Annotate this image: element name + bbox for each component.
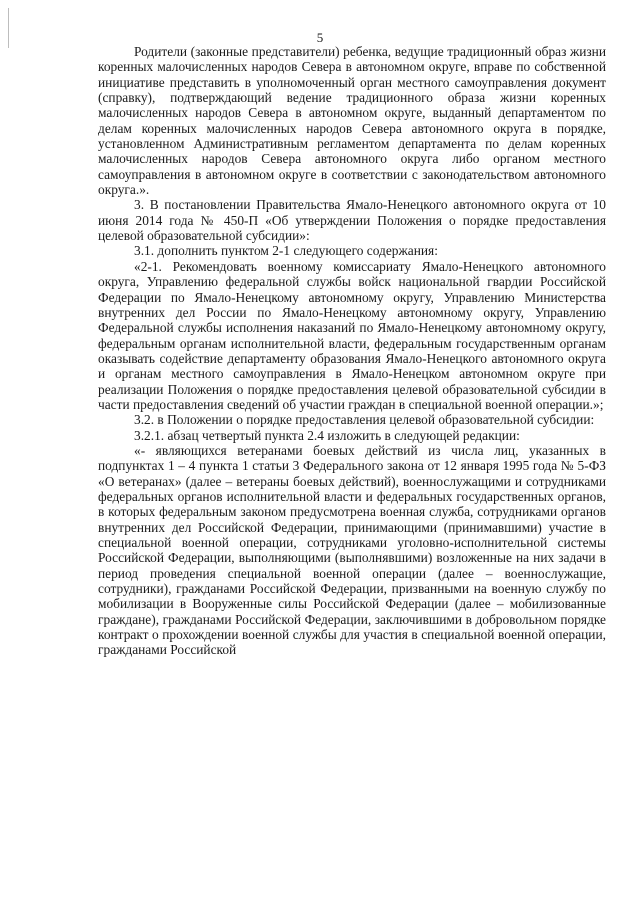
paragraph: «2-1. Рекомендовать военному комиссариату Ямало-Ненецкого автономного округа, Управлению федеральной службы войск национальной гвардии Российской Федерации по Ямало-Ненецкому автономному округу, Управлению Министерства внутренних дел России по Ямало-Ненецкому автономному округу, Управлению Федеральной службы исполнения наказаний по Ямало-Ненецкому автономному округу, федеральным органам исполнительной власти, федеральным государственным органам оказывать содействие департаменту образования Ямало-Ненецкого автономного округа и органам местного самоуправления в Ямало-Ненецком автономном округе при реализации Положения о порядке предоставления целевой образовательной субсидии в части предоставления сведений об участии граждан в специальной военной операции.»; — [98, 258, 606, 412]
paragraph: Родители (законные представители) ребенка, ведущие традиционный образ жизни коренных малочисленных народов Севера в автономном округе, вправе по собственной инициативе представить в уполномоченный орган местного самоуправления документ (справку), подтверждающий ведение традиционного образа жизни коренных малочисленных народов Севера в автономном округе, выданный департаментом по делам коренных малочисленных народов Севера автономного округа в порядке, установленном Административным регламентом департамента по делам коренных малочисленных народов Севера автономного округа либо органом местного самоуправления в автономном округе в соответствии с законодательством автономного округа.». — [98, 44, 606, 198]
document-body — [98, 44, 606, 658]
paragraph: «- являющихся ветеранами боевых действий из числа лиц, указанных в подпунктах 1 – 4 пункта 1 статьи 3 Федерального закона от 12 января 1995 года № 5-ФЗ «О ветеранах» (далее – ветераны боевых действий), военнослужащими и сотрудниками федеральных органов исполнительной власти и федеральных государственных органов, в которых федеральным законом предусмотрена военная служба, сотрудниками органов внутренних дел Российской Федерации, принимающими (принимавшими) участие в специальной военной операции, сотрудниками уголовно-исполнительной системы Российской Федерации, выполняющими (выполнявшими) возложенные на них задачи в период проведения специальной военной операции (далее – военнослужащие, сотрудники), гражданами Российской Федерации, призванными на военную службу по мобилизации в Вооруженные силы Российской Федерации (далее – мобилизованные граждане), гражданами Российской Федерации, заключившими в добровольном порядке контракт о прохождении военной службы для участия в специальной военной операции, гражданами Российской — [98, 442, 606, 658]
paragraph: 3.1. дополнить пунктом 2-1 следующего содержания: — [134, 243, 438, 259]
paragraph: 3. В постановлении Правительства Ямало-Ненецкого автономного округа от 10 июня 2014 года № 450-П «Об утверждении Положения о порядке предоставления целевой образовательной субсидии»: — [98, 197, 606, 244]
paragraph: 3.2. в Положении о порядке предоставления целевой образовательной субсидии: — [134, 412, 595, 428]
page-number: 5 — [316, 30, 324, 45]
paragraph: 3.2.1. абзац четвертый пункта 2.4 изложить в следующей редакции: — [134, 427, 520, 443]
